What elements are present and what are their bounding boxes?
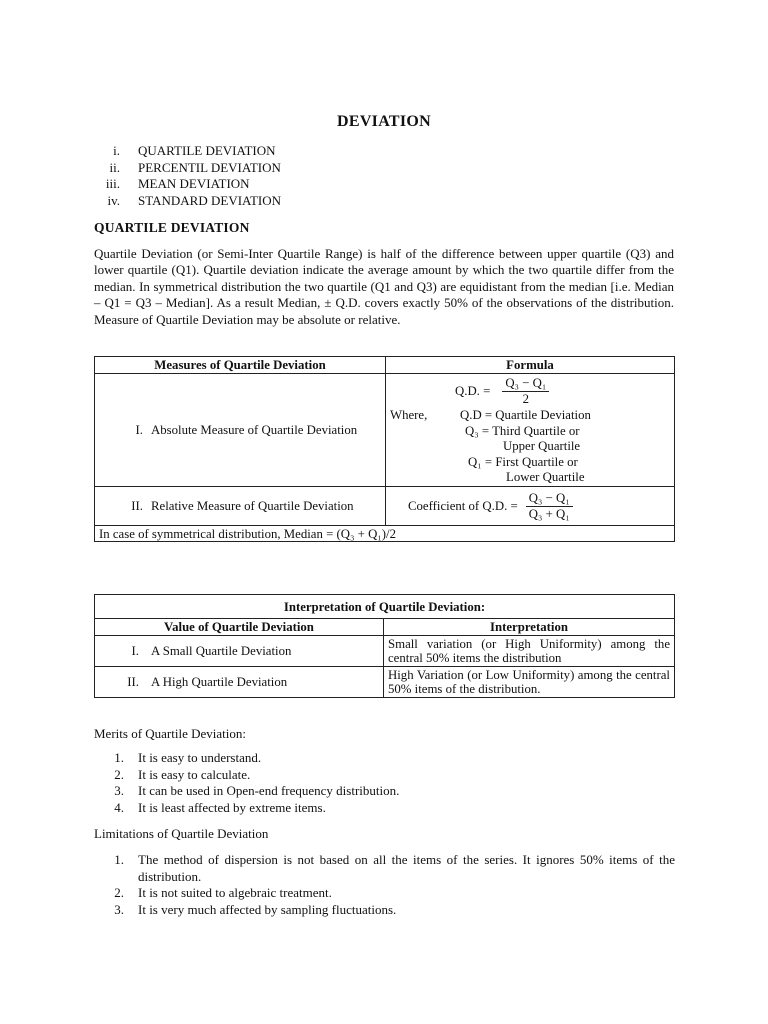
table-cell [95,636,384,667]
measure-label: Absolute Measure of Quartile Deviation [151,422,358,437]
row-number: I. [131,644,139,658]
measure-label: Relative Measure of Quartile Deviation [151,498,354,513]
table-row [95,636,675,667]
list-item [94,193,394,210]
list-item-number: 3. [114,901,124,917]
fraction-numerator: Q₃ − Q₁ [502,376,549,392]
table-header-cell: Measures of Quartile Deviation [95,357,386,374]
list-item-number: iv. [107,192,120,208]
list-item [94,143,394,160]
coefficient-formula [386,491,674,522]
list-item [94,800,675,817]
list-item-label: PERCENTIL DEVIATION [138,159,281,175]
list-item-text: The method of dispersion is not based on all the items of the series. It ignores 50% items of the distribution. [138,852,675,884]
merits-list [94,750,675,816]
value-label: A High Quartile Deviation [151,675,288,689]
interpretation-cell: Small variation (or High Uniformity) among the central 50% items the distribution [384,636,675,667]
list-item-text: It is easy to calculate. [138,766,251,782]
fraction-denominator: 2 [522,392,530,406]
list-item-number: 1. [114,852,124,867]
deviation-types-list [94,143,394,209]
section-heading: QUARTILE DEVIATION [94,220,250,235]
table-cell [95,667,384,698]
table-row [95,374,675,487]
table-row [95,487,675,526]
list-item-text: It is easy to understand. [138,750,262,765]
table-title-cell: Interpretation of Quartile Deviation: [95,595,675,619]
definition-qd: Q.D = Quartile Deviation [460,408,591,422]
measures-table [94,356,675,542]
list-item-text: It is least affected by extreme items. [138,799,326,815]
row-number: II. [127,675,139,689]
list-item [94,885,675,902]
coefficient-label: Coefficient of Q.D. = [408,498,518,513]
row-number: I. [135,422,143,437]
fraction-numerator: Q₃ − Q₁ [526,491,573,507]
limitations-heading: Limitations of Quartile Deviation [94,826,269,841]
fraction [526,491,573,522]
table-row [95,667,675,698]
list-item-label: STANDARD DEVIATION [138,192,282,208]
list-item-text: It can be used in Open-end frequency distribution. [138,783,400,798]
definition-q3-cont: Upper Quartile [503,439,581,453]
page-title: DEVIATION [337,113,431,130]
list-item-text: It is not suited to algebraic treatment. [138,885,332,900]
intro-paragraph: Quartile Deviation (or Semi-Inter Quartile Range) is half of the difference between upper quartile (Q3) and lower quartile (Q1). Quartile deviation indicate the average amount by which the two quartile differ from the median. In symmetrical distribution the two quartile (Q1 and Q3) are equidistant from the median [i.e. Median – Q1 = Q3 – Median]. As a result Median, ± Q.D. covers exactly 50% of the observations of the distribution. Measure of Quartile Deviation may be absolute or relative. [94,246,674,327]
table-header-row [95,619,675,636]
table-cell [95,374,386,487]
qd-label: Q.D. = [455,383,491,398]
list-item [94,852,675,885]
list-item-number: iii. [105,176,120,191]
formula-cell [386,487,675,526]
table-header-row [95,357,675,374]
list-item-number: 3. [114,783,124,798]
fraction [502,376,549,407]
qd-formula [386,376,674,407]
where-label: Where, [390,408,428,422]
list-item-number: 1. [114,750,124,765]
table-cell [95,487,386,526]
interpretation-cell: High Variation (or Low Uniformity) among the central 50% items of the distribution. [384,667,675,698]
list-item [94,750,675,767]
definition-q1: Q₁ = First Quartile or [468,454,578,469]
list-item [94,160,394,177]
merits-heading: Merits of Quartile Deviation: [94,726,246,741]
definition-q1-cont: Lower Quartile [506,470,585,484]
value-label: A Small Quartile Deviation [151,644,292,658]
list-item-number: i. [113,143,120,158]
list-item [94,767,675,784]
table-header-cell: Value of Quartile Deviation [95,619,384,636]
table-row [95,526,675,542]
interpretation-table [94,594,675,698]
row-number: II. [131,498,143,513]
list-item-label: MEAN DEVIATION [138,176,250,191]
list-item-number: 4. [114,799,124,815]
list-item-number: 2. [114,766,124,782]
limitations-list [94,852,675,918]
table-footer-cell: In case of symmetrical distribution, Median = (Q₃ + Q₁)/2 [95,526,675,542]
list-item-number: ii. [109,159,120,175]
formula-cell [386,374,675,487]
list-item [94,783,675,800]
list-item-label: QUARTILE DEVIATION [138,143,276,158]
table-title-row [95,595,675,619]
table-header-cell: Interpretation [384,619,675,636]
list-item [94,902,675,919]
list-item [94,176,394,193]
definition-q3: Q₃ = Third Quartile or [465,423,580,438]
list-item-number: 2. [114,885,124,900]
list-item-text: It is very much affected by sampling fluctuations. [138,901,397,917]
table-header-cell: Formula [386,357,675,374]
fraction-denominator: Q₃ + Q₁ [528,506,570,521]
